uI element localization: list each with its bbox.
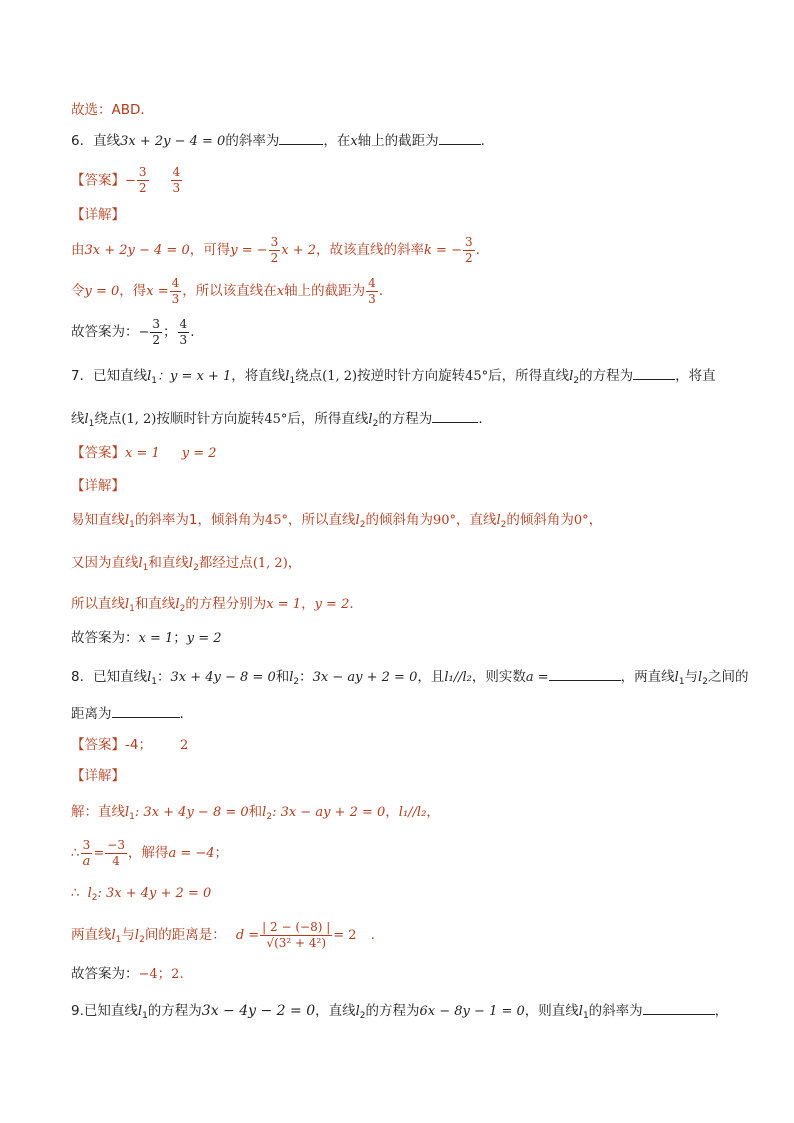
text: . [349, 596, 354, 612]
denominator: 4 [112, 853, 120, 868]
text: ： [157, 669, 171, 685]
text: 的倾斜角为 [506, 512, 574, 528]
question-7-line-2 [71, 409, 734, 434]
text: ，得 [119, 283, 147, 299]
variable: l [125, 513, 130, 528]
text: ， [426, 804, 440, 820]
variable: l [368, 412, 373, 427]
equation: = 2 [333, 928, 357, 943]
solution-7-line-3 [71, 594, 734, 619]
subscript: 1 [129, 520, 135, 530]
text: 的倾斜角为 [365, 512, 433, 528]
text: 的方程为 [147, 1003, 202, 1019]
question-8-line-2 [71, 704, 734, 724]
equation: y = 0 [84, 284, 120, 299]
text: ， [287, 555, 302, 571]
answer-value: y = 2 [181, 446, 217, 461]
numerator: 3 [152, 316, 161, 331]
fraction [105, 838, 127, 869]
denominator: √(3² + 4²) [266, 935, 327, 950]
answer-value: -4； [125, 737, 152, 753]
subscript: 2 [179, 604, 186, 614]
sign: − [125, 173, 136, 189]
text: ，直线 [315, 1003, 356, 1019]
variable: l [84, 412, 89, 427]
solution-6-line-3 [71, 316, 734, 349]
text: 已知直线 [93, 669, 148, 685]
previous-answer-line [71, 100, 734, 120]
fraction [269, 235, 281, 266]
parallel-relation: l₁//l₂ [444, 670, 472, 685]
answer-blank [112, 705, 180, 718]
answer-value: y = 2 [314, 597, 350, 612]
text: 易知直线 [71, 512, 125, 528]
variable: l [188, 556, 194, 571]
subscript: 1 [151, 376, 157, 386]
variable: l [147, 670, 152, 685]
solution-8-line-3 [71, 883, 734, 908]
text: 的斜率为1，倾斜角为 [134, 512, 265, 528]
question-number: 7． [71, 368, 94, 384]
text: ，所以直线 [288, 512, 356, 528]
answer-blank [549, 668, 621, 681]
sign: − [138, 325, 150, 340]
solution-6-line-1 [71, 234, 734, 267]
detail-6-label [71, 205, 734, 225]
text: 之间的 [707, 669, 749, 685]
answer-7 [71, 443, 734, 464]
text: 故答案为： [71, 324, 139, 340]
fraction [463, 235, 475, 266]
text: 故答案为： [71, 966, 139, 982]
subscript: 2 [372, 419, 379, 429]
numerator: 3 [81, 838, 93, 854]
question-number: 8． [71, 669, 94, 685]
subscript: 1 [142, 1011, 148, 1021]
text: 的斜率为 [225, 133, 280, 149]
fraction [150, 317, 162, 348]
detail-8-label [71, 766, 734, 786]
text: ，解得 [127, 845, 169, 861]
subscript: 1 [289, 376, 296, 386]
text: 后，所得直线 [287, 411, 369, 427]
answer-blank [279, 132, 323, 145]
variable: l [698, 670, 703, 685]
fraction [366, 276, 378, 307]
equation: ：y = x + 1 [157, 369, 232, 384]
denominator: 2 [270, 250, 279, 265]
variable: l [355, 513, 360, 528]
variable: x [350, 134, 358, 149]
fraction [170, 276, 182, 307]
therefore-symbol: ∴ [71, 885, 80, 901]
variable: l [285, 369, 290, 384]
numerator: 4 [179, 316, 188, 331]
subscript: 1 [582, 1011, 589, 1021]
subscript: 1 [142, 563, 149, 573]
equation: : 3x + 4y − 8 = 0 [134, 805, 249, 820]
equation: d = [235, 928, 260, 943]
text: 按逆时针方向旋转 [357, 368, 466, 384]
equation: 3x + 4y − 8 = 0 [170, 670, 276, 685]
detail-label: 【详解】 [71, 207, 125, 223]
variable: l [147, 369, 152, 384]
equation: 3x − 4y − 2 = 0 [201, 1003, 316, 1019]
fraction [137, 165, 149, 196]
therefore-symbol: ∴ [71, 845, 80, 861]
text: . [478, 411, 483, 427]
fraction [171, 165, 183, 196]
variable: l [125, 597, 130, 612]
subscript: 1 [88, 419, 95, 429]
text: ，在 [323, 133, 351, 149]
previous-answer-text: 故选：ABD． [71, 102, 154, 118]
angle: 90° [432, 513, 456, 528]
point: (1, 2) [121, 412, 157, 427]
equation: a = −4 [168, 846, 215, 861]
text: ，将直线 [231, 368, 286, 384]
equation: x + 2 [281, 243, 317, 258]
numerator: 3 [270, 234, 279, 249]
subscript: 2 [359, 520, 366, 530]
text: ， [385, 804, 399, 820]
text: 绕点 [94, 411, 122, 427]
question-6 [71, 131, 734, 152]
text: ，则直线 [524, 1003, 579, 1019]
text: ，两直线 [620, 669, 675, 685]
text: 按顺时针方向旋转 [156, 411, 265, 427]
text: ： [299, 669, 313, 685]
solution-8-line-5 [71, 964, 734, 985]
numerator: 3 [138, 165, 147, 179]
detail-label: 【详解】 [71, 478, 125, 494]
answer-value: x = 1 [266, 597, 302, 612]
answer-label: 【答案】 [71, 445, 125, 461]
denominator: 2 [464, 250, 473, 265]
answer-blank [643, 1002, 715, 1015]
text: 的斜率为 [588, 1003, 643, 1019]
variable: l [134, 928, 140, 943]
answer-label: 【答案】 [71, 737, 125, 753]
variable: l [289, 670, 294, 685]
text: 都经过点 [198, 555, 253, 571]
equation: 3x + 2y − 4 = 0 [120, 134, 226, 149]
subscript: 1 [129, 604, 135, 614]
text: . [480, 133, 485, 149]
variable: l [138, 556, 143, 571]
text: 已知直线 [93, 368, 148, 384]
answer-blank [439, 132, 481, 145]
text: . [190, 324, 195, 340]
text: 后，所得直线 [488, 368, 570, 384]
equation: a = [525, 670, 549, 685]
answer-8 [71, 735, 734, 756]
solution-8-line-4 [71, 917, 734, 958]
variable: l [87, 886, 92, 901]
variable: x [276, 284, 285, 299]
denominator: 2 [152, 332, 161, 347]
variable: l [496, 513, 501, 528]
text: ， [301, 596, 315, 612]
subscript: 2 [91, 893, 98, 903]
text: 线 [71, 411, 85, 427]
solution-8-line-1 [71, 802, 734, 827]
answer-blank [432, 410, 478, 423]
distance-fraction [260, 920, 332, 951]
denominator: 2 [138, 181, 147, 195]
answer-value: y = 2 [186, 631, 222, 646]
text: ，将直 [675, 368, 716, 384]
numerator: 4 [171, 275, 180, 290]
text: ， [588, 512, 603, 528]
question-number: 9. [71, 1003, 84, 1019]
solution-6-line-2 [71, 275, 734, 308]
parallel-relation: l₁//l₂ [398, 805, 427, 820]
text: 故答案为： [71, 630, 139, 646]
variable: l [175, 597, 180, 612]
subscript: 1 [678, 677, 685, 687]
text: 的方程为 [365, 1003, 420, 1019]
text: 和 [275, 669, 290, 685]
equals: = [93, 846, 105, 861]
text: 轴上的截距为 [284, 283, 366, 299]
subscript: 2 [193, 563, 199, 573]
text: ，则实数 [471, 669, 526, 685]
equation: 3x + 2y − 4 = 0 [84, 243, 190, 258]
variable: l [578, 1004, 583, 1019]
numerator: 3 [464, 234, 473, 249]
answer-value: 2 [179, 738, 189, 753]
text: ，所以该直线在 [182, 283, 277, 299]
answer-label: 【答案】 [71, 172, 125, 189]
solution-7-line-1 [71, 510, 734, 535]
numerator: −3 [107, 837, 125, 852]
text: 与 [121, 927, 135, 943]
variable: l [125, 805, 130, 820]
fraction [178, 317, 190, 348]
variable: l [569, 369, 574, 384]
equation: y = − [230, 243, 268, 258]
text: 与 [684, 669, 699, 685]
angle: 45° [264, 412, 288, 427]
text: 直线 [93, 133, 121, 149]
subscript: 1 [115, 935, 122, 945]
answer-blank [633, 367, 675, 380]
solution-7-line-2 [71, 553, 734, 578]
denominator: 3 [368, 291, 376, 306]
answer-value: x = 1 [138, 631, 174, 646]
denominator: 3 [172, 181, 181, 195]
answer-6 [71, 165, 734, 197]
text: ； [157, 966, 172, 982]
denominator: 3 [179, 332, 188, 347]
text: 两直线 [71, 927, 112, 943]
numerator: | 2 − (−8) | [262, 919, 331, 934]
solution-7-line-4 [71, 628, 734, 649]
text: . [378, 283, 384, 299]
text: ，且 [417, 669, 445, 685]
equation: : 3x + 4y + 2 = 0 [97, 886, 212, 901]
answer-value: −4 [138, 967, 158, 982]
point: (1, 2) [322, 369, 358, 384]
subscript: 1 [129, 812, 135, 822]
numerator: 4 [368, 275, 376, 290]
variable: l [111, 928, 116, 943]
text: 绕点 [295, 368, 323, 384]
text: 由 [71, 242, 85, 258]
text: ； [163, 324, 177, 340]
text: ，可得 [189, 242, 231, 258]
text: 的方程为 [579, 368, 634, 384]
equation: k = − [424, 243, 462, 258]
text: 和直线 [134, 596, 176, 612]
subscript: 2 [359, 1011, 366, 1021]
text: 令 [71, 283, 85, 299]
subscript: 2 [139, 935, 145, 945]
variable: l [355, 1004, 360, 1019]
text: ， [714, 1003, 729, 1019]
detail-label: 【详解】 [71, 768, 125, 784]
text: 和 [248, 804, 263, 820]
text: . [370, 927, 375, 943]
text: 解：直线 [71, 804, 125, 820]
variable: l [262, 805, 267, 820]
angle: 0° [573, 513, 589, 528]
subscript: 2 [702, 677, 708, 687]
text: ，直线 [456, 512, 497, 528]
text: 又因为直线 [71, 555, 139, 571]
variable: l [674, 670, 679, 685]
subscript: 2 [293, 677, 300, 687]
detail-7-label [71, 476, 734, 496]
question-number: 6． [71, 133, 94, 149]
subscript: 2 [573, 376, 580, 386]
answer-value: x = 1 [125, 446, 160, 461]
text: 所以直线 [71, 596, 125, 612]
subscript: 2 [500, 520, 507, 530]
equation: 6x − 8y − 1 = 0 [419, 1004, 525, 1019]
denominator: 3 [171, 291, 180, 306]
equation: x = [146, 284, 169, 299]
equation: 3x − ay + 2 = 0 [312, 670, 418, 685]
equation: : 3x − ay + 2 = 0 [272, 805, 386, 820]
text: ，故该直线的斜率 [316, 242, 425, 258]
solution-8-line-2 [71, 837, 734, 870]
text: 轴上的截距为 [357, 133, 439, 149]
text: 间的距离是： [144, 927, 226, 943]
text: . [475, 242, 480, 258]
angle: 45° [465, 369, 489, 384]
text: 距离为 [71, 706, 112, 722]
answer-value: 2. [171, 967, 184, 982]
variable: l [137, 1004, 143, 1019]
text: 的方程为 [378, 411, 433, 427]
numerator: 4 [172, 165, 181, 179]
denominator: a [82, 853, 91, 869]
fraction [81, 838, 93, 869]
text: 的方程分别为 [185, 596, 267, 612]
point: (1, 2) [252, 556, 288, 571]
text: 和直线 [148, 555, 189, 571]
subscript: 1 [151, 677, 157, 687]
text: 已知直线 [83, 1003, 138, 1019]
question-9 [71, 1001, 734, 1026]
text: . [179, 706, 184, 722]
question-7-line-1 [71, 366, 734, 391]
subscript: 2 [266, 812, 273, 822]
text: ； [214, 845, 229, 861]
question-8-line-1 [71, 667, 749, 692]
text: ； [173, 630, 187, 646]
angle: 45° [265, 513, 289, 528]
